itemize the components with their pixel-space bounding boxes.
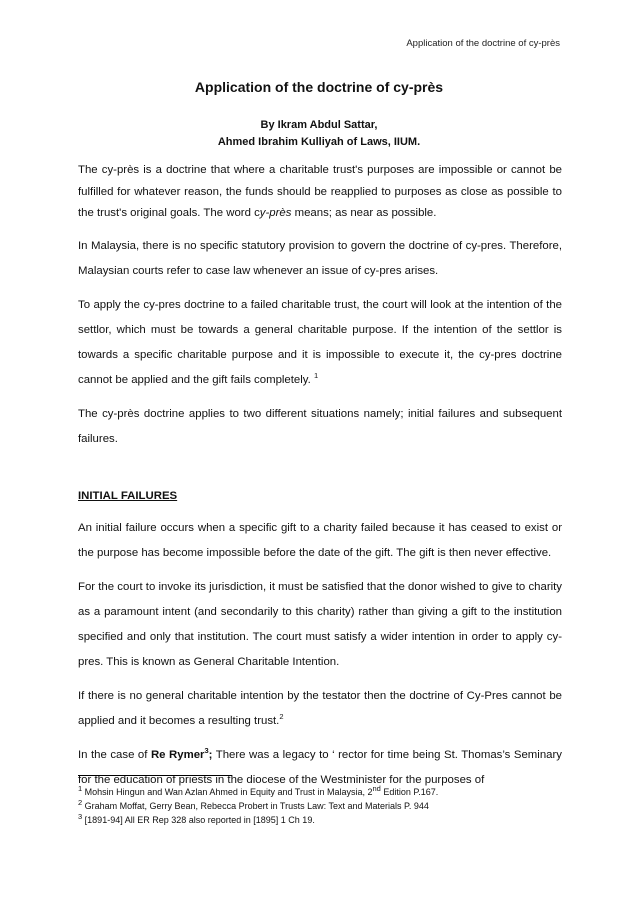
paragraph-text: To apply the cy-pres doctrine to a failed charitable trust, the court will look at the intention of the settlor, which must be towards a general charitable purpose. If the intention of the settlor is towards a specific charitable purpose and it is impossible to execute it, the cy-pres doctrine cannot be applied and the gift fails completely. [78,298,562,386]
footnote-text: Mohsin Hingun and Wan Azlan Ahmed in Equity and Trust in Malaysia, 2 [82,787,373,797]
paragraph-initial-failure: An initial failure occurs when a specific gift to a charity failed because it has ceased to exist or the purpose has become impossible before the date of the gift. The gift is then never effective. [78,522,562,559]
paragraph-text: If there is no general charitable intention by the testator then the doctrine of Cy-Pres cannot be applied and it becomes a resulting trust. [78,690,562,727]
running-header: Application of the doctrine of cy-près [406,38,560,49]
case-name: Re Rymer [150,749,205,761]
footnote-number: 1 [78,784,83,793]
case-punctuation: ; [208,749,213,761]
author-line: By Ikram Abdul Sattar, [260,119,378,131]
footnote-number: 3 [78,812,83,821]
paragraph-text: means; as near as possible. [291,207,437,219]
paragraph-definition [78,160,562,225]
footnote-ref: 2 [279,712,284,722]
footnote-number: 2 [78,798,83,807]
paragraph-text: There was a legacy to ‘ rector for time being St. Thomas’s Seminary for the education of priests in the diocese of the Westminister for the purposes of [78,749,562,786]
paragraph-situations: The cy-près doctrine applies to two different situations namely; initial failures and subsequent failures. [78,407,562,445]
footnote-divider [78,775,232,776]
footnotes [78,785,562,827]
footnote-text: Edition P.167. [380,787,439,797]
body-text [78,160,562,802]
paragraph-application [78,293,562,393]
italic-term: y-près [259,207,292,219]
footnote-2 [78,799,562,813]
document-title: Application of the doctrine of cy-près [194,79,444,95]
footnote-ref: 3 [204,746,209,756]
footnote-text: [1891-94] All ER Rep 328 also reported in [1895] 1 Ch 19. [82,815,315,825]
footnote-text: Graham Moffat, Gerry Bean, Rebecca Probert in Trusts Law: Text and Materials P. 944 [82,801,429,811]
footnote-ref: 1 [313,370,319,380]
footnote-3 [78,813,562,827]
ordinal-suffix: nd [372,784,381,793]
paragraph-text: In the case of [78,749,151,761]
paragraph-malaysia: In Malaysia, there is no specific statutory provision to govern the doctrine of cy-pres. Therefore, Malaysian courts refer to case law whenever an issue of cy-pres arises. [78,239,562,277]
paragraph-resulting-trust [78,684,562,734]
section-heading: INITIAL FAILURES [78,489,178,502]
byline [0,117,638,151]
footnote-1 [78,785,562,799]
paragraph-jurisdiction: For the court to invoke its jurisdiction, it must be satisfied that the donor wished to give to charity as a paramount intent (and secondarily to this charity) rather than giving a gift to the institution specified and only that institution. The court must satisfy a wider intention in order to apply cy-pres. This is known as General Charitable Intention. [78,581,562,668]
paragraph-text: The cy-près is a doctrine that where a charitable trust's purposes are impossible or cannot be fulfilled for whatever reason, the funds should be reapplied to purposes as close as possible to the trust's original goals. The word c [78,164,562,219]
affiliation-line: Ahmed Ibrahim Kulliyah of Laws, IIUM. [217,136,421,148]
